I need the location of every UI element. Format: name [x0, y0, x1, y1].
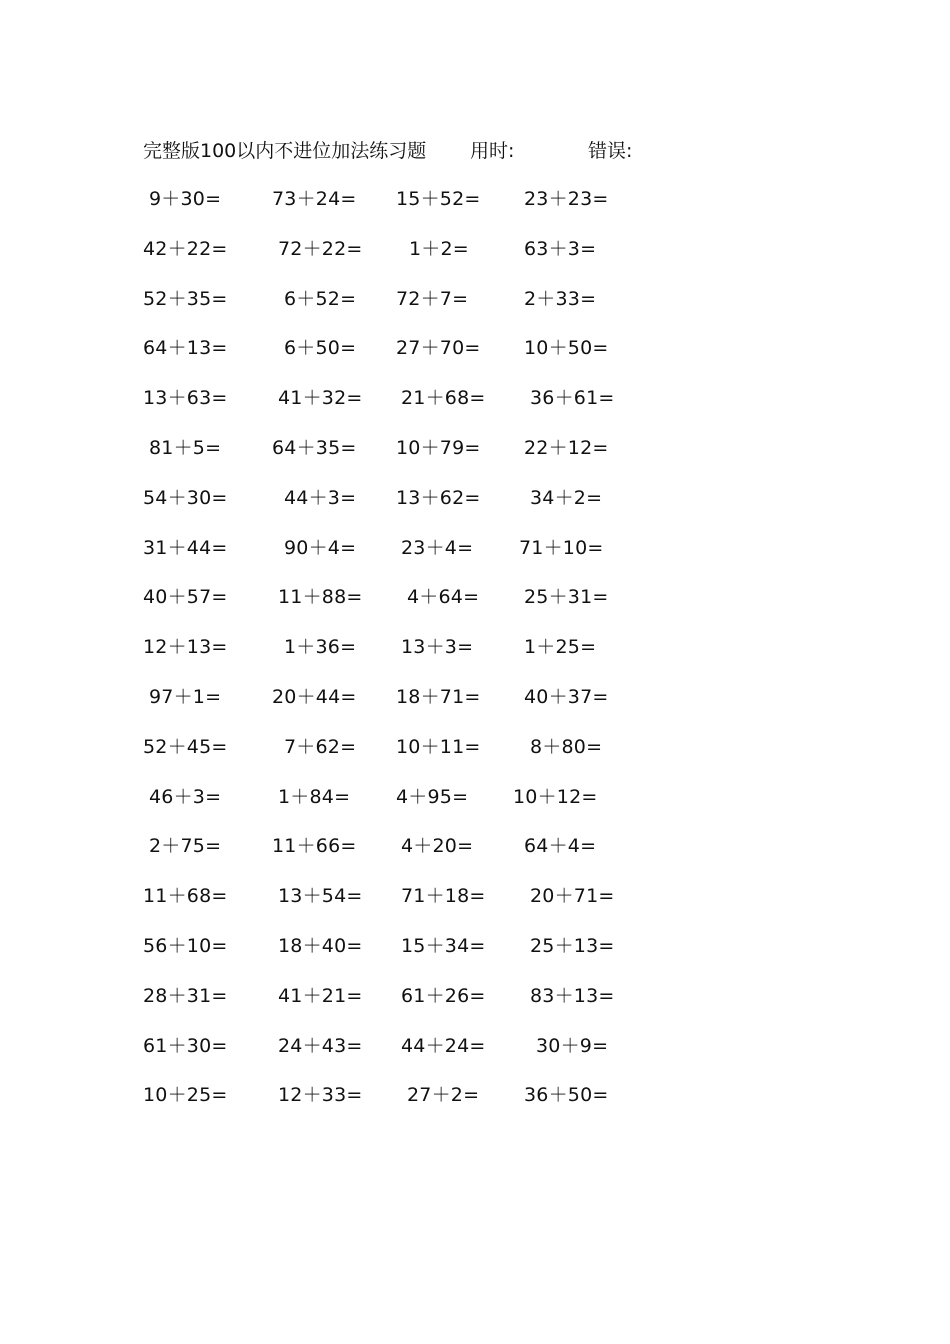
problem-row — [143, 682, 663, 732]
problem-row — [143, 1080, 663, 1130]
addition-problem: 54＋30= — [143, 486, 228, 509]
problem-row — [143, 582, 663, 632]
addition-problem: 34＋2= — [530, 486, 603, 509]
addition-problem: 10＋11= — [396, 735, 481, 758]
addition-problem: 61＋26= — [401, 984, 486, 1007]
addition-problem: 13＋62= — [396, 486, 481, 509]
addition-problem: 41＋21= — [278, 984, 363, 1007]
addition-problem: 2＋75= — [149, 835, 222, 858]
addition-problem: 10＋25= — [143, 1084, 228, 1107]
addition-problem: 4＋95= — [396, 785, 469, 808]
problem-row — [143, 1031, 663, 1081]
time-label: 用时: — [470, 140, 515, 162]
addition-problem: 11＋66= — [272, 835, 357, 858]
problem-row — [143, 333, 663, 383]
problem-row — [143, 284, 663, 334]
addition-problem: 11＋88= — [278, 586, 363, 609]
problem-row — [143, 632, 663, 682]
addition-problem: 25＋13= — [530, 934, 615, 957]
addition-problem: 15＋52= — [396, 188, 481, 210]
addition-problem: 81＋5= — [149, 436, 222, 459]
addition-problem: 40＋57= — [143, 586, 228, 609]
addition-problem: 44＋24= — [401, 1034, 486, 1057]
error-label: 错误: — [588, 140, 633, 162]
addition-problem: 2＋33= — [524, 287, 597, 310]
addition-problem: 1＋84= — [278, 785, 351, 808]
addition-problem: 1＋36= — [284, 636, 357, 659]
problem-grid — [143, 184, 663, 1130]
addition-problem: 72＋7= — [396, 287, 469, 310]
problem-row — [143, 234, 663, 284]
addition-problem: 23＋23= — [524, 188, 609, 210]
problem-row — [143, 931, 663, 981]
addition-problem: 28＋31= — [143, 984, 228, 1007]
addition-problem: 31＋44= — [143, 536, 228, 559]
addition-problem: 25＋31= — [524, 586, 609, 609]
addition-problem: 12＋13= — [143, 636, 228, 659]
problem-row — [143, 433, 663, 483]
addition-problem: 64＋35= — [272, 436, 357, 459]
addition-problem: 27＋70= — [396, 337, 481, 360]
addition-problem: 20＋71= — [530, 885, 615, 908]
addition-problem: 44＋3= — [284, 486, 357, 509]
addition-problem: 21＋68= — [401, 387, 486, 410]
problem-row — [143, 831, 663, 881]
problem-row — [143, 383, 663, 433]
addition-problem: 71＋10= — [519, 536, 604, 559]
addition-problem: 11＋68= — [143, 885, 228, 908]
problem-row — [143, 483, 663, 533]
addition-problem: 71＋18= — [401, 885, 486, 908]
addition-problem: 4＋20= — [401, 835, 474, 858]
addition-problem: 1＋2= — [409, 237, 469, 260]
problem-row — [143, 881, 663, 931]
addition-problem: 42＋22= — [143, 237, 228, 260]
addition-problem: 23＋4= — [401, 536, 474, 559]
addition-problem: 61＋30= — [143, 1034, 228, 1057]
worksheet-title: 完整版100以内不进位加法练习题 — [143, 140, 427, 162]
problem-row — [143, 732, 663, 782]
addition-problem: 10＋50= — [524, 337, 609, 360]
addition-problem: 13＋63= — [143, 387, 228, 410]
addition-problem: 64＋13= — [143, 337, 228, 360]
addition-problem: 13＋3= — [401, 636, 474, 659]
addition-problem: 12＋33= — [278, 1084, 363, 1107]
addition-problem: 30＋9= — [536, 1034, 609, 1057]
addition-problem: 41＋32= — [278, 387, 363, 410]
addition-problem: 73＋24= — [272, 188, 357, 210]
addition-problem: 27＋2= — [407, 1084, 480, 1107]
addition-problem: 97＋1= — [149, 685, 222, 708]
addition-problem: 8＋80= — [530, 735, 603, 758]
problem-row — [143, 184, 663, 234]
addition-problem: 63＋3= — [524, 237, 597, 260]
addition-problem: 36＋50= — [524, 1084, 609, 1107]
problem-row — [143, 533, 663, 583]
addition-problem: 56＋10= — [143, 934, 228, 957]
addition-problem: 7＋62= — [284, 735, 357, 758]
addition-problem: 36＋61= — [530, 387, 615, 410]
addition-problem: 10＋12= — [513, 785, 598, 808]
problem-row — [143, 981, 663, 1031]
addition-problem: 72＋22= — [278, 237, 363, 260]
addition-problem: 6＋52= — [284, 287, 357, 310]
addition-problem: 18＋71= — [396, 685, 481, 708]
addition-problem: 83＋13= — [530, 984, 615, 1007]
addition-problem: 4＋64= — [407, 586, 480, 609]
addition-problem: 20＋44= — [272, 685, 357, 708]
addition-problem: 46＋3= — [149, 785, 222, 808]
addition-problem: 9＋30= — [149, 188, 222, 210]
addition-problem: 52＋35= — [143, 287, 228, 310]
addition-problem: 18＋40= — [278, 934, 363, 957]
addition-problem: 90＋4= — [284, 536, 357, 559]
addition-problem: 6＋50= — [284, 337, 357, 360]
problem-row — [143, 782, 663, 832]
addition-problem: 15＋34= — [401, 934, 486, 957]
addition-problem: 64＋4= — [524, 835, 597, 858]
addition-problem: 22＋12= — [524, 436, 609, 459]
addition-problem: 52＋45= — [143, 735, 228, 758]
addition-problem: 40＋37= — [524, 685, 609, 708]
worksheet-header — [143, 136, 703, 166]
addition-problem: 1＋25= — [524, 636, 597, 659]
addition-problem: 13＋54= — [278, 885, 363, 908]
addition-problem: 10＋79= — [396, 436, 481, 459]
addition-problem: 24＋43= — [278, 1034, 363, 1057]
